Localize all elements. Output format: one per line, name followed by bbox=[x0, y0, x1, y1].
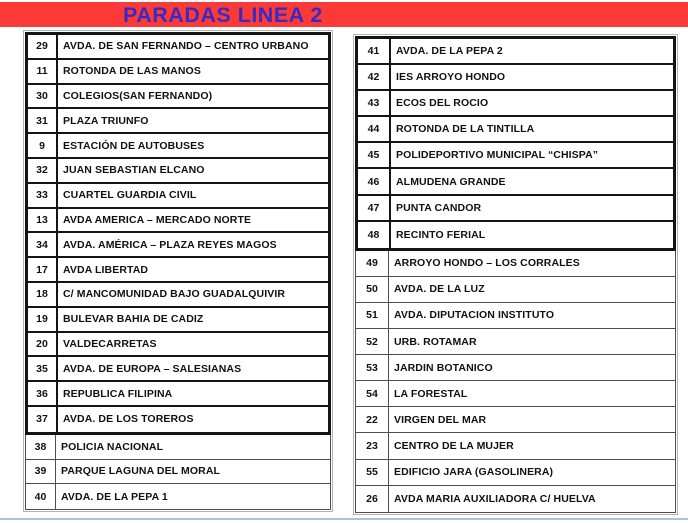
stop-number: 22 bbox=[356, 407, 389, 432]
stop-number: 31 bbox=[28, 109, 58, 132]
stop-name: CENTRO DE LA MUJER bbox=[394, 439, 514, 452]
table-row bbox=[28, 333, 328, 358]
table-row bbox=[356, 277, 675, 303]
table-row bbox=[28, 357, 328, 382]
stop-number: 46 bbox=[358, 169, 391, 193]
table-row bbox=[28, 109, 328, 134]
stop-name: VIRGEN DEL MAR bbox=[394, 413, 487, 426]
stops-table-right-upper bbox=[355, 36, 676, 251]
stop-name: PLAZA TRIUNFO bbox=[63, 114, 149, 127]
stop-name: POLIDEPORTIVO MUNICIPAL “CHISPA” bbox=[396, 149, 599, 162]
table-row bbox=[28, 233, 328, 258]
stop-number: 43 bbox=[358, 91, 391, 115]
stop-number: 30 bbox=[28, 85, 58, 108]
page-title: PARADAS LINEA 2 bbox=[123, 3, 323, 27]
stop-name: AVDA MARIA AUXILIADORA C/ HUELVA bbox=[394, 492, 596, 505]
stops-table-right bbox=[355, 36, 676, 513]
table-row bbox=[356, 381, 675, 407]
table-row bbox=[356, 407, 675, 433]
stop-name: IES ARROYO HONDO bbox=[396, 71, 506, 84]
stop-number: 34 bbox=[28, 233, 58, 256]
table-row bbox=[28, 382, 328, 407]
stop-number: 54 bbox=[356, 381, 389, 406]
stop-number: 55 bbox=[356, 460, 389, 485]
stop-number: 51 bbox=[356, 303, 389, 328]
stop-name: POLICIA NACIONAL bbox=[61, 440, 164, 453]
stop-name: PARQUE LAGUNA DEL MORAL bbox=[61, 465, 221, 478]
stop-number: 52 bbox=[356, 329, 389, 354]
table-row bbox=[26, 484, 330, 509]
page-bottom-border bbox=[0, 518, 688, 520]
stops-table-right-lower bbox=[355, 251, 676, 513]
stop-name: ALMUDENA GRANDE bbox=[396, 175, 506, 188]
stop-number: 49 bbox=[356, 251, 389, 276]
stop-name: EDIFICIO JARA (GASOLINERA) bbox=[394, 466, 554, 479]
stop-name: JUAN SEBASTIAN ELCANO bbox=[63, 164, 205, 177]
stop-name: REPUBLICA FILIPINA bbox=[63, 387, 173, 400]
table-row bbox=[356, 303, 675, 329]
table-row bbox=[358, 222, 673, 248]
stop-name: AVDA. DE LA LUZ bbox=[394, 283, 485, 296]
table-row bbox=[26, 460, 330, 485]
stop-name: AVDA. DE LA PEPA 2 bbox=[396, 45, 503, 58]
table-row bbox=[358, 91, 673, 117]
stop-name: URB. ROTAMAR bbox=[394, 335, 477, 348]
stop-number: 37 bbox=[28, 407, 58, 432]
stop-name: ESTACIÓN DE AUTOBUSES bbox=[63, 139, 205, 152]
table-row bbox=[28, 134, 328, 159]
stop-number: 40 bbox=[26, 484, 56, 509]
table-row bbox=[28, 159, 328, 184]
title-banner bbox=[0, 2, 688, 27]
stop-number: 13 bbox=[28, 209, 58, 232]
stop-number: 44 bbox=[358, 117, 391, 141]
stop-name: LA FORESTAL bbox=[394, 387, 468, 400]
stop-name: AVDA. DE EUROPA – SALESIANAS bbox=[63, 362, 242, 375]
stop-number: 48 bbox=[358, 222, 391, 248]
stop-number: 39 bbox=[26, 460, 56, 484]
stop-name: VALDECARRETAS bbox=[63, 337, 157, 350]
table-row bbox=[356, 355, 675, 381]
stop-name: CUARTEL GUARDIA CIVIL bbox=[63, 189, 197, 202]
stop-number: 29 bbox=[28, 35, 58, 58]
stop-number: 35 bbox=[28, 357, 58, 380]
table-row bbox=[356, 433, 675, 459]
table-row bbox=[356, 251, 675, 277]
stop-name: AVDA. DE LOS TOREROS bbox=[63, 413, 194, 426]
table-row bbox=[28, 85, 328, 110]
stop-name: PUNTA CANDOR bbox=[396, 201, 482, 214]
stop-name: AVDA. DE LA PEPA 1 bbox=[61, 490, 168, 503]
stop-number: 50 bbox=[356, 277, 389, 302]
table-row bbox=[358, 117, 673, 143]
stop-name: AVDA LIBERTAD bbox=[63, 263, 149, 276]
stop-number: 11 bbox=[28, 60, 58, 83]
stop-number: 20 bbox=[28, 333, 58, 356]
stop-name: ROTONDA DE LAS MANOS bbox=[63, 65, 201, 78]
stop-name: AVDA AMERICA – MERCADO NORTE bbox=[63, 213, 252, 226]
stops-table-left-lower bbox=[25, 435, 331, 510]
stop-name: ROTONDA DE LA TINTILLA bbox=[396, 123, 535, 136]
stop-name: AVDA. DE SAN FERNANDO – CENTRO URBANO bbox=[63, 40, 309, 53]
stop-number: 47 bbox=[358, 196, 391, 220]
stop-number: 45 bbox=[358, 143, 391, 167]
table-row bbox=[28, 407, 328, 432]
stop-number: 17 bbox=[28, 258, 58, 281]
table-row bbox=[358, 196, 673, 222]
stop-number: 18 bbox=[28, 283, 58, 306]
stop-number: 38 bbox=[26, 435, 56, 459]
stops-table-left bbox=[25, 32, 331, 510]
stop-number: 26 bbox=[356, 486, 389, 512]
table-row bbox=[358, 39, 673, 65]
stop-name: ECOS DEL ROCIO bbox=[396, 97, 489, 110]
stops-table-left-upper bbox=[25, 32, 331, 435]
stop-number: 42 bbox=[358, 65, 391, 89]
table-row bbox=[28, 184, 328, 209]
table-row bbox=[28, 308, 328, 333]
stop-name: AVDA. DIPUTACION INSTITUTO bbox=[394, 309, 555, 322]
stop-name: BULEVAR BAHIA DE CADIZ bbox=[63, 313, 204, 326]
table-row bbox=[358, 65, 673, 91]
stop-name: ARROYO HONDO – LOS CORRALES bbox=[394, 257, 580, 270]
table-row bbox=[358, 169, 673, 195]
stop-name: RECINTO FERIAL bbox=[396, 228, 486, 241]
table-row bbox=[26, 435, 330, 460]
stop-number: 19 bbox=[28, 308, 58, 331]
stop-name: C/ MANCOMUNIDAD BAJO GUADALQUIVIR bbox=[63, 288, 286, 301]
stop-number: 33 bbox=[28, 184, 58, 207]
table-row bbox=[356, 329, 675, 355]
table-row bbox=[28, 60, 328, 85]
stop-number: 23 bbox=[356, 433, 389, 458]
stop-name: JARDIN BOTANICO bbox=[394, 361, 493, 374]
table-row bbox=[28, 258, 328, 283]
table-row bbox=[358, 143, 673, 169]
stop-number: 41 bbox=[358, 39, 391, 63]
stop-number: 36 bbox=[28, 382, 58, 405]
table-row bbox=[356, 486, 675, 512]
stop-number: 9 bbox=[28, 134, 58, 157]
stop-number: 53 bbox=[356, 355, 389, 380]
table-row bbox=[28, 35, 328, 60]
stop-number: 32 bbox=[28, 159, 58, 182]
table-row bbox=[28, 283, 328, 308]
table-row bbox=[28, 209, 328, 234]
stop-name: AVDA. AMÉRICA – PLAZA REYES MAGOS bbox=[63, 238, 277, 251]
table-row bbox=[356, 460, 675, 486]
stop-name: COLEGIOS(SAN FERNANDO) bbox=[63, 89, 213, 102]
